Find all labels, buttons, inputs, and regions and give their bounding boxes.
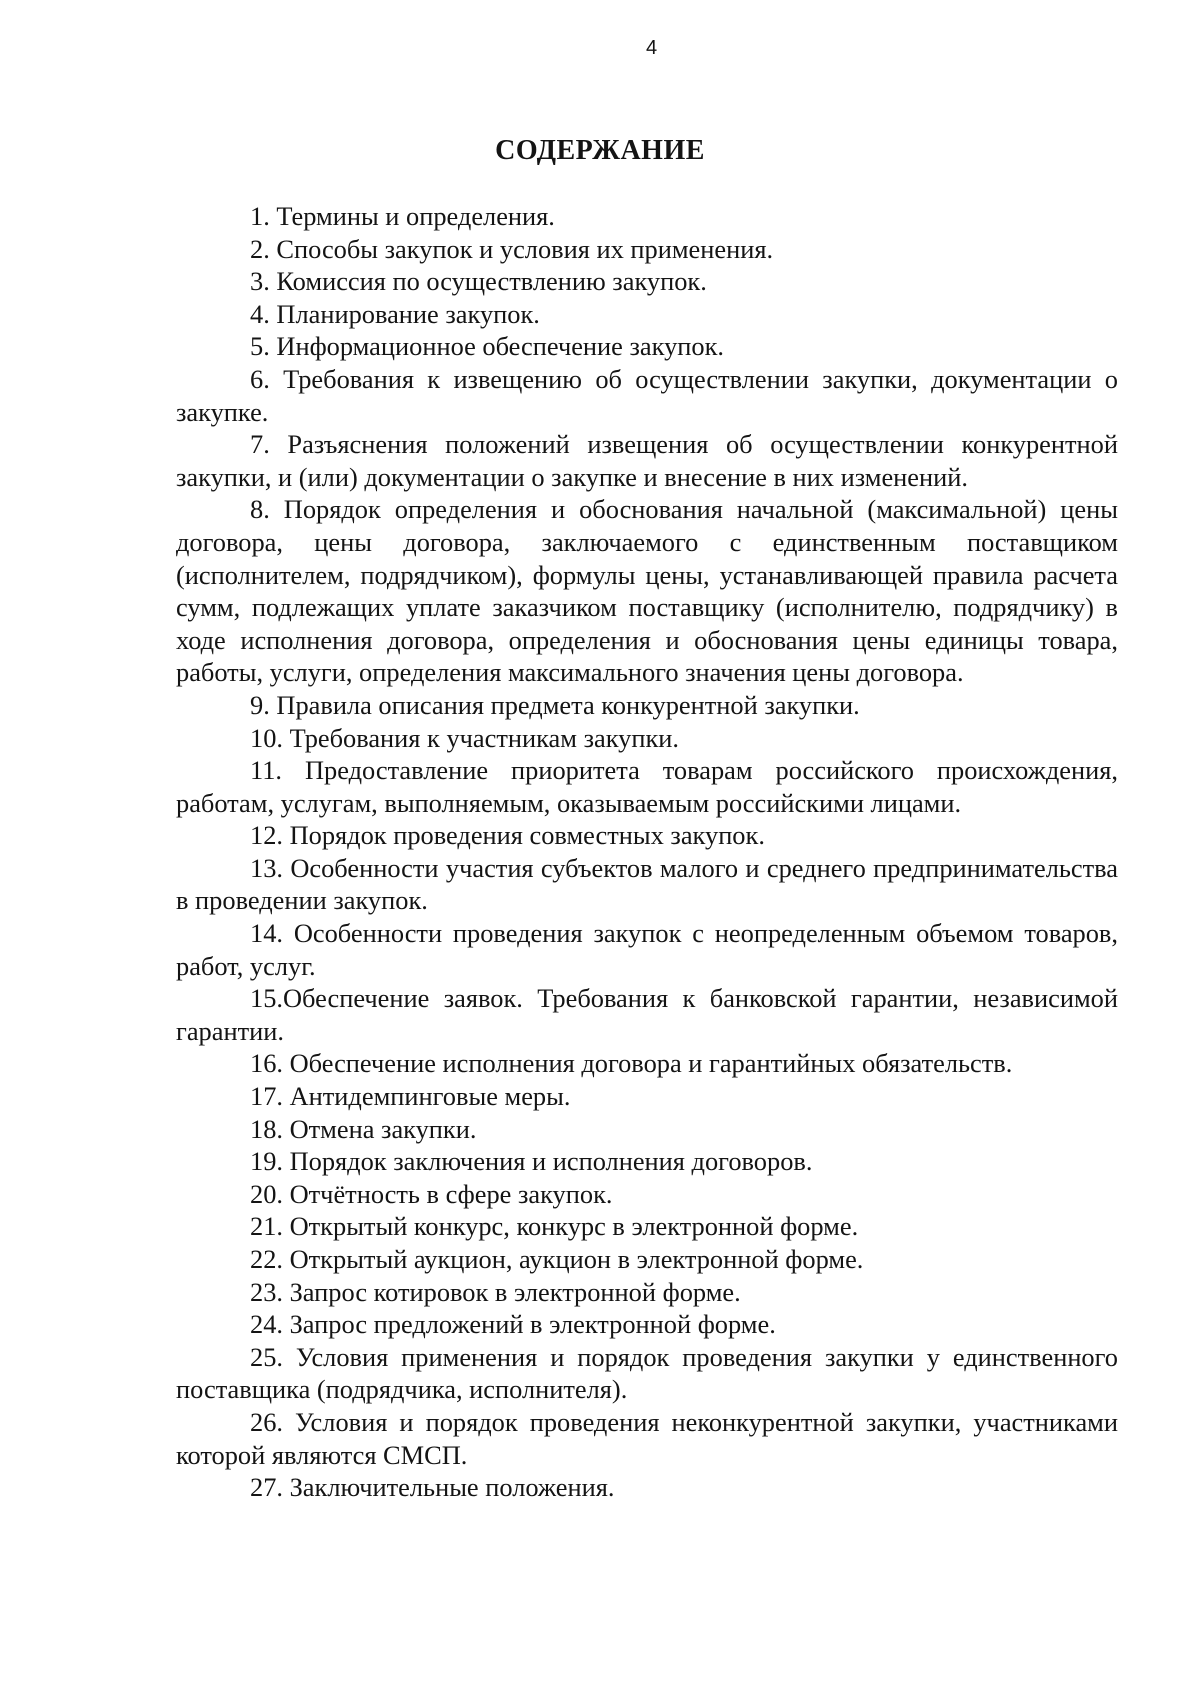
table-of-contents xyxy=(176,200,1118,1504)
toc-item: 23. Запрос котировок в электронной форме. xyxy=(250,1276,741,1307)
toc-item: 22. Открытый аукцион, аукцион в электронной форме. xyxy=(250,1244,864,1274)
toc-item: 18. Отмена закупки. xyxy=(250,1113,477,1144)
toc-item: 13. Особенности участия субъектов малого и среднего предпринимательства в проведении закупок. xyxy=(176,852,1118,916)
toc-item: 11. Предоставление приоритета товарам российского происхождения, работам, услугам, выполняемым, оказываемым российскими лицами. xyxy=(176,755,1118,818)
toc-item: 3. Комиссия по осуществлению закупок. xyxy=(250,266,707,297)
toc-item: 1. Термины и определения. xyxy=(250,201,555,231)
toc-item: 21. Открытый конкурс, конкурс в электронной форме. xyxy=(250,1211,859,1242)
page-number: 4 xyxy=(646,37,658,59)
toc-item: 6. Требования к извещению об осуществлении закупки, документации о закупке. xyxy=(176,363,1118,427)
toc-item: 25. Условия применения и порядок проведения закупки у единственного поставщика (подрядчика, исполнителя). xyxy=(176,1341,1118,1405)
toc-item: 9. Правила описания предмета конкурентной закупки. xyxy=(250,689,860,720)
toc-item: 4. Планирование закупок. xyxy=(250,298,540,329)
toc-item: 27. Заключительные положения. xyxy=(250,1472,615,1503)
toc-item: 17. Антидемпинговые меры. xyxy=(250,1081,571,1112)
toc-item: 19. Порядок заключения и исполнения договоров. xyxy=(250,1146,813,1177)
toc-item: 26. Условия и порядок проведения неконкурентной закупки, участниками которой являются СМСП. xyxy=(176,1406,1118,1470)
toc-item: 2. Способы закупок и условия их применения. xyxy=(250,233,774,264)
toc-item: 8. Порядок определения и обоснования начальной (максимальной) цены договора, цены договора, заключаемого с единственным поставщиком (исполнителем, подрядчиком), формулы цены, устанавливающей правила расчета сумм, подлежащих уплате заказчиком поставщику (исполнителю, подрядчику) в ходе исполнения договора, определения и обоснования цены единицы товара, работы, услуги, определения максимального значения цены договора. xyxy=(176,494,1118,688)
toc-item: 24. Запрос предложений в электронной форме. xyxy=(250,1309,776,1340)
toc-item: 7. Разъяснения положений извещения об осуществлении конкурентной закупки, и (или) документации о закупке и внесение в них изменений. xyxy=(176,429,1118,492)
toc-item: 16. Обеспечение исполнения договора и гарантийных обязательств. xyxy=(250,1048,1013,1079)
toc-item: 15.Обеспечение заявок. Требования к банковской гарантии, независимой гарантии. xyxy=(176,983,1118,1046)
toc-item: 12. Порядок проведения совместных закупок. xyxy=(250,820,765,851)
toc-item: 20. Отчётность в сфере закупок. xyxy=(250,1178,613,1209)
toc-item: 14. Особенности проведения закупок с неопределенным объемом товаров, работ, услуг. xyxy=(176,918,1118,981)
document-title: СОДЕРЖАНИЕ xyxy=(495,135,705,166)
toc-item: 5. Информационное обеспечение закупок. xyxy=(250,331,725,362)
toc-item: 10. Требования к участникам закупки. xyxy=(250,722,680,753)
